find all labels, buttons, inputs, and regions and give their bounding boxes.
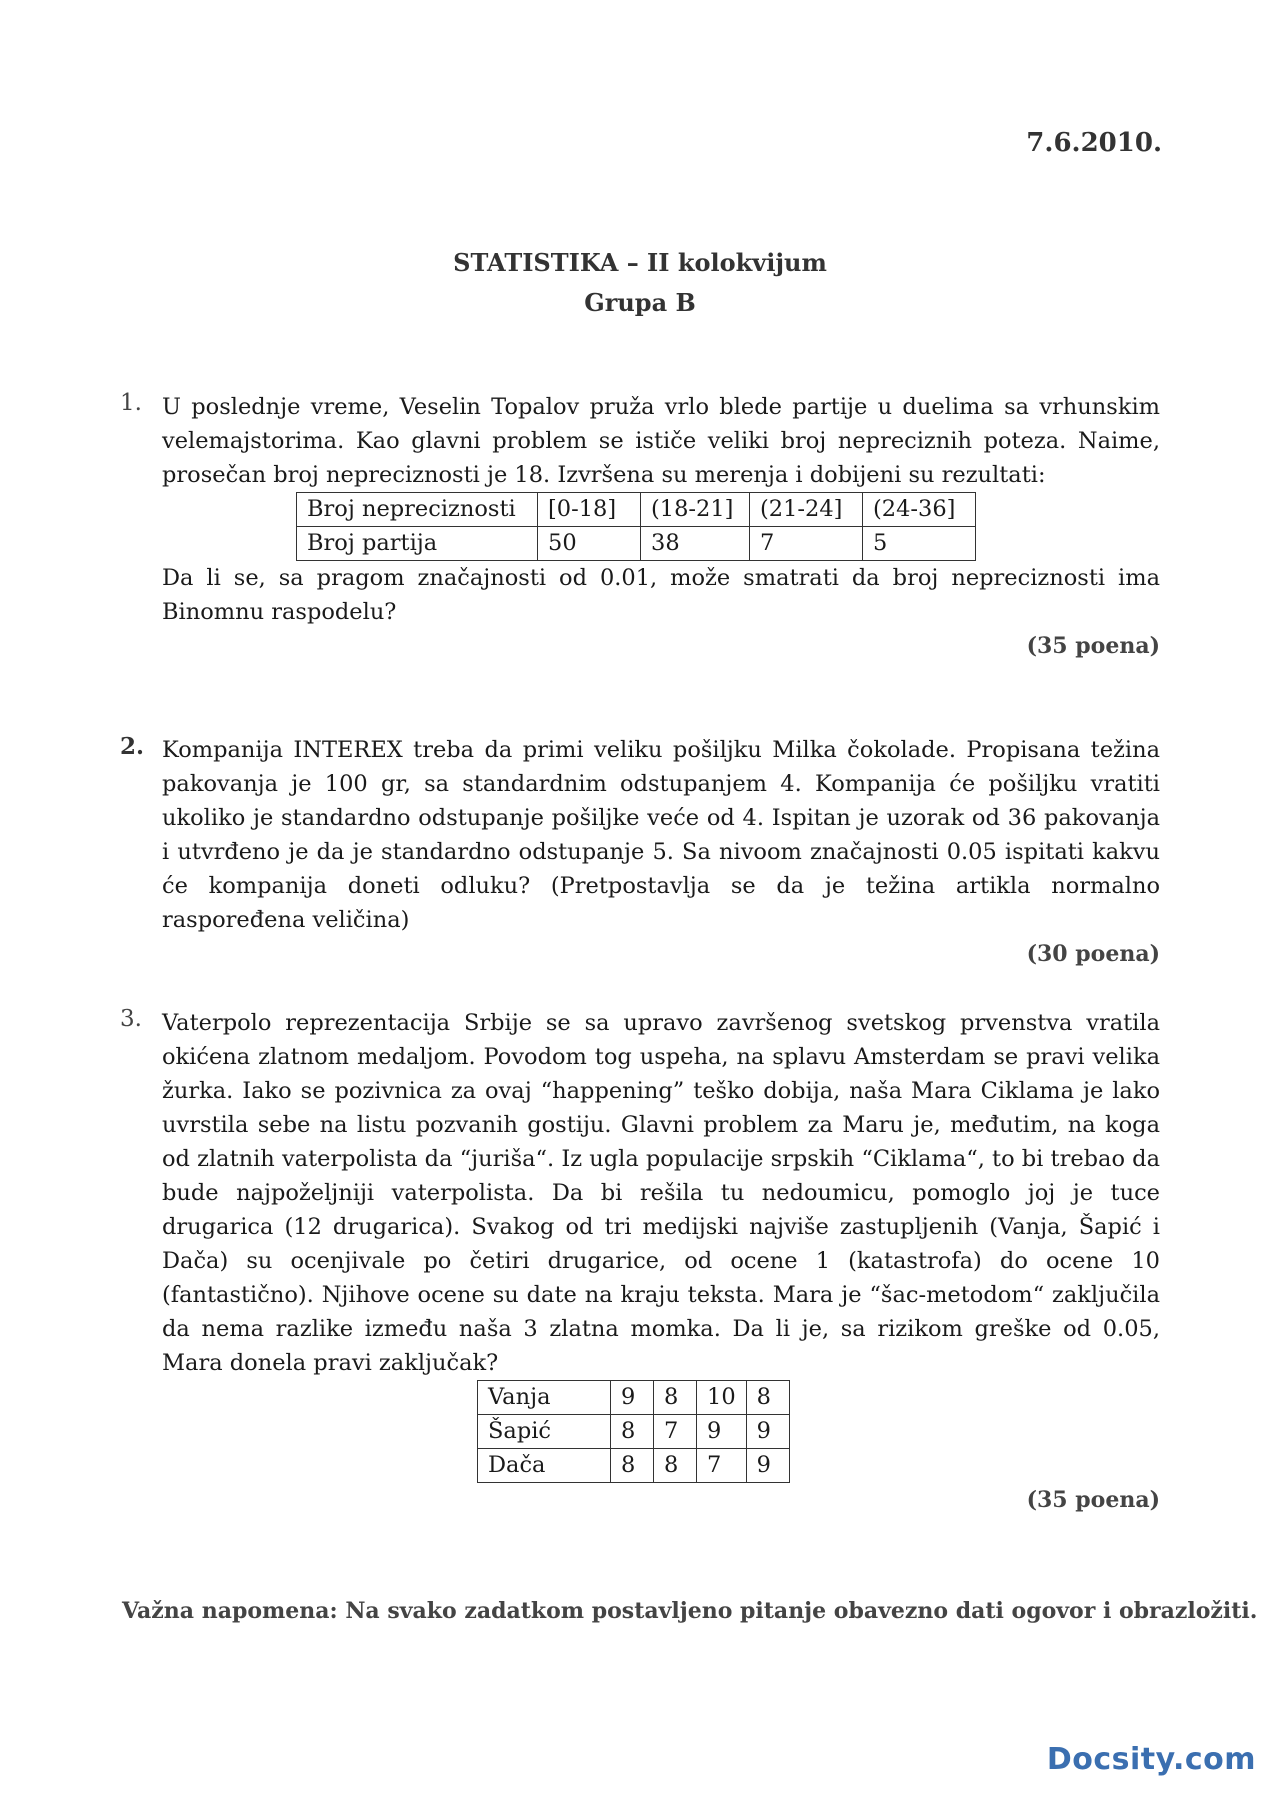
task-question: Da li se, sa pragom značajnosti od 0.01, može smatrati da broj nepreciznosti ima Binomnu raspodelu? [162,565,1160,625]
table-cell: 7 [750,527,863,561]
table-cell: 5 [863,527,976,561]
task-number: 3. [120,1006,142,1032]
task-points: (35 poena) [1026,1487,1160,1513]
table-row [297,493,976,527]
table-row [478,1449,790,1483]
table-row [297,527,976,561]
task-1 [120,390,1160,659]
table-cell: 38 [641,527,750,561]
table-cell: Broj nepreciznosti [297,493,538,527]
table-cell: Šapić [478,1415,611,1449]
table-cell: Dača [478,1449,611,1483]
table-cell: 7 [697,1449,747,1483]
table-cell: 8 [746,1381,789,1415]
task-3 [120,1006,1160,1513]
table-cell: 8 [611,1415,654,1449]
task-text: Vaterpolo reprezentacija Srbije se sa upravo završenog svetskog prvenstva vratila okićena zlatnom medaljom. Povodom tog uspeha, na splavu Amsterdam se pravi velika žurka. Iako se pozivnica za ovaj “happening” teško dobija, naša Mara Ciklama je lako uvrstila sebe na listu pozvanih gostiju. Glavni problem za Maru je, međutim, na koga od zlatnih vaterpolista da “juriša“. Iz ugla populacije srpskih “Ciklama“, to bi trebao da bude najpoželjniji vaterpolista. Da bi rešila tu nedoumicu, pomoglo joj je tuce drugarica (12 drugarica). Svakog od tri medijski najviše zastupljenih (Vanja, Šapić i Dača) su ocenjivale po četiri drugarice, od ocene 1 (katastrofa) do ocene 10 (fantastično). Njihove ocene su date na kraju teksta. Mara je “šac-metodom“ zaključila da nema razlike između naša 3 zlatna momka. Da li je, sa rizikom greške od 0.05, Mara donela pravi zaključak? [162,1010,1160,1376]
table-cell: 8 [654,1449,697,1483]
task1-table [296,492,976,561]
exam-title: STATISTIKA – II kolokvijum [453,248,827,277]
table-cell: 9 [746,1449,789,1483]
table-cell: Broj partija [297,527,538,561]
task-points: (30 poena) [1026,941,1160,967]
table-cell: Vanja [478,1381,611,1415]
table-cell: 9 [746,1415,789,1449]
table-cell: [0-18] [538,493,641,527]
table-cell: 50 [538,527,641,561]
table-cell: 8 [654,1381,697,1415]
task-2 [120,733,1160,967]
table-cell: (21-24] [750,493,863,527]
task-number: 2. [120,733,145,760]
table-cell: (24-36] [863,493,976,527]
table-cell: 9 [697,1415,747,1449]
table-row [478,1415,790,1449]
task-text: Kompanija INTEREX treba da primi veliku pošiljku Milka čokolade. Propisana težina pakovanja je 100 gr, sa standardnim odstupanjem 4. Kompanija će pošiljku vratiti ukoliko je standardno odstupanje pošiljke veće od 4. Ispitan je uzorak od 36 pakovanja i utvrđeno je da je standardno odstupanje 5. Sa nivoom značajnosti 0.05 ispitati kakvu će kompanija doneti odluku? (Pretpostavlja se da je težina artikla normalno raspoređena veličina) [162,737,1160,933]
exam-group: Grupa B [584,288,696,317]
table-cell: 10 [697,1381,747,1415]
docsity-watermark[interactable]: Docsity.com [1046,1742,1256,1777]
table-row [478,1381,790,1415]
table-cell: 9 [611,1381,654,1415]
task-number: 1. [120,390,142,416]
table-cell: 7 [654,1415,697,1449]
table-cell: 8 [611,1449,654,1483]
task-text: U poslednje vreme, Veselin Topalov pruža vrlo blede partije u duelima sa vrhunskim velemajstorima. Kao glavni problem se ističe veliki broj nepreciznih poteza. Naime, prosečan broj nepreciznosti je 18. Izvršena su merenja i dobijeni su rezultati: [162,394,1160,488]
important-note: Važna napomena: Na svako zadatkom postavljeno pitanje obavezno dati ogovor i obrazložiti. [122,1598,1258,1624]
task-points: (35 poena) [1026,633,1160,659]
exam-date: 7.6.2010. [1026,128,1162,158]
table-cell: (18-21] [641,493,750,527]
task3-table [477,1380,790,1483]
